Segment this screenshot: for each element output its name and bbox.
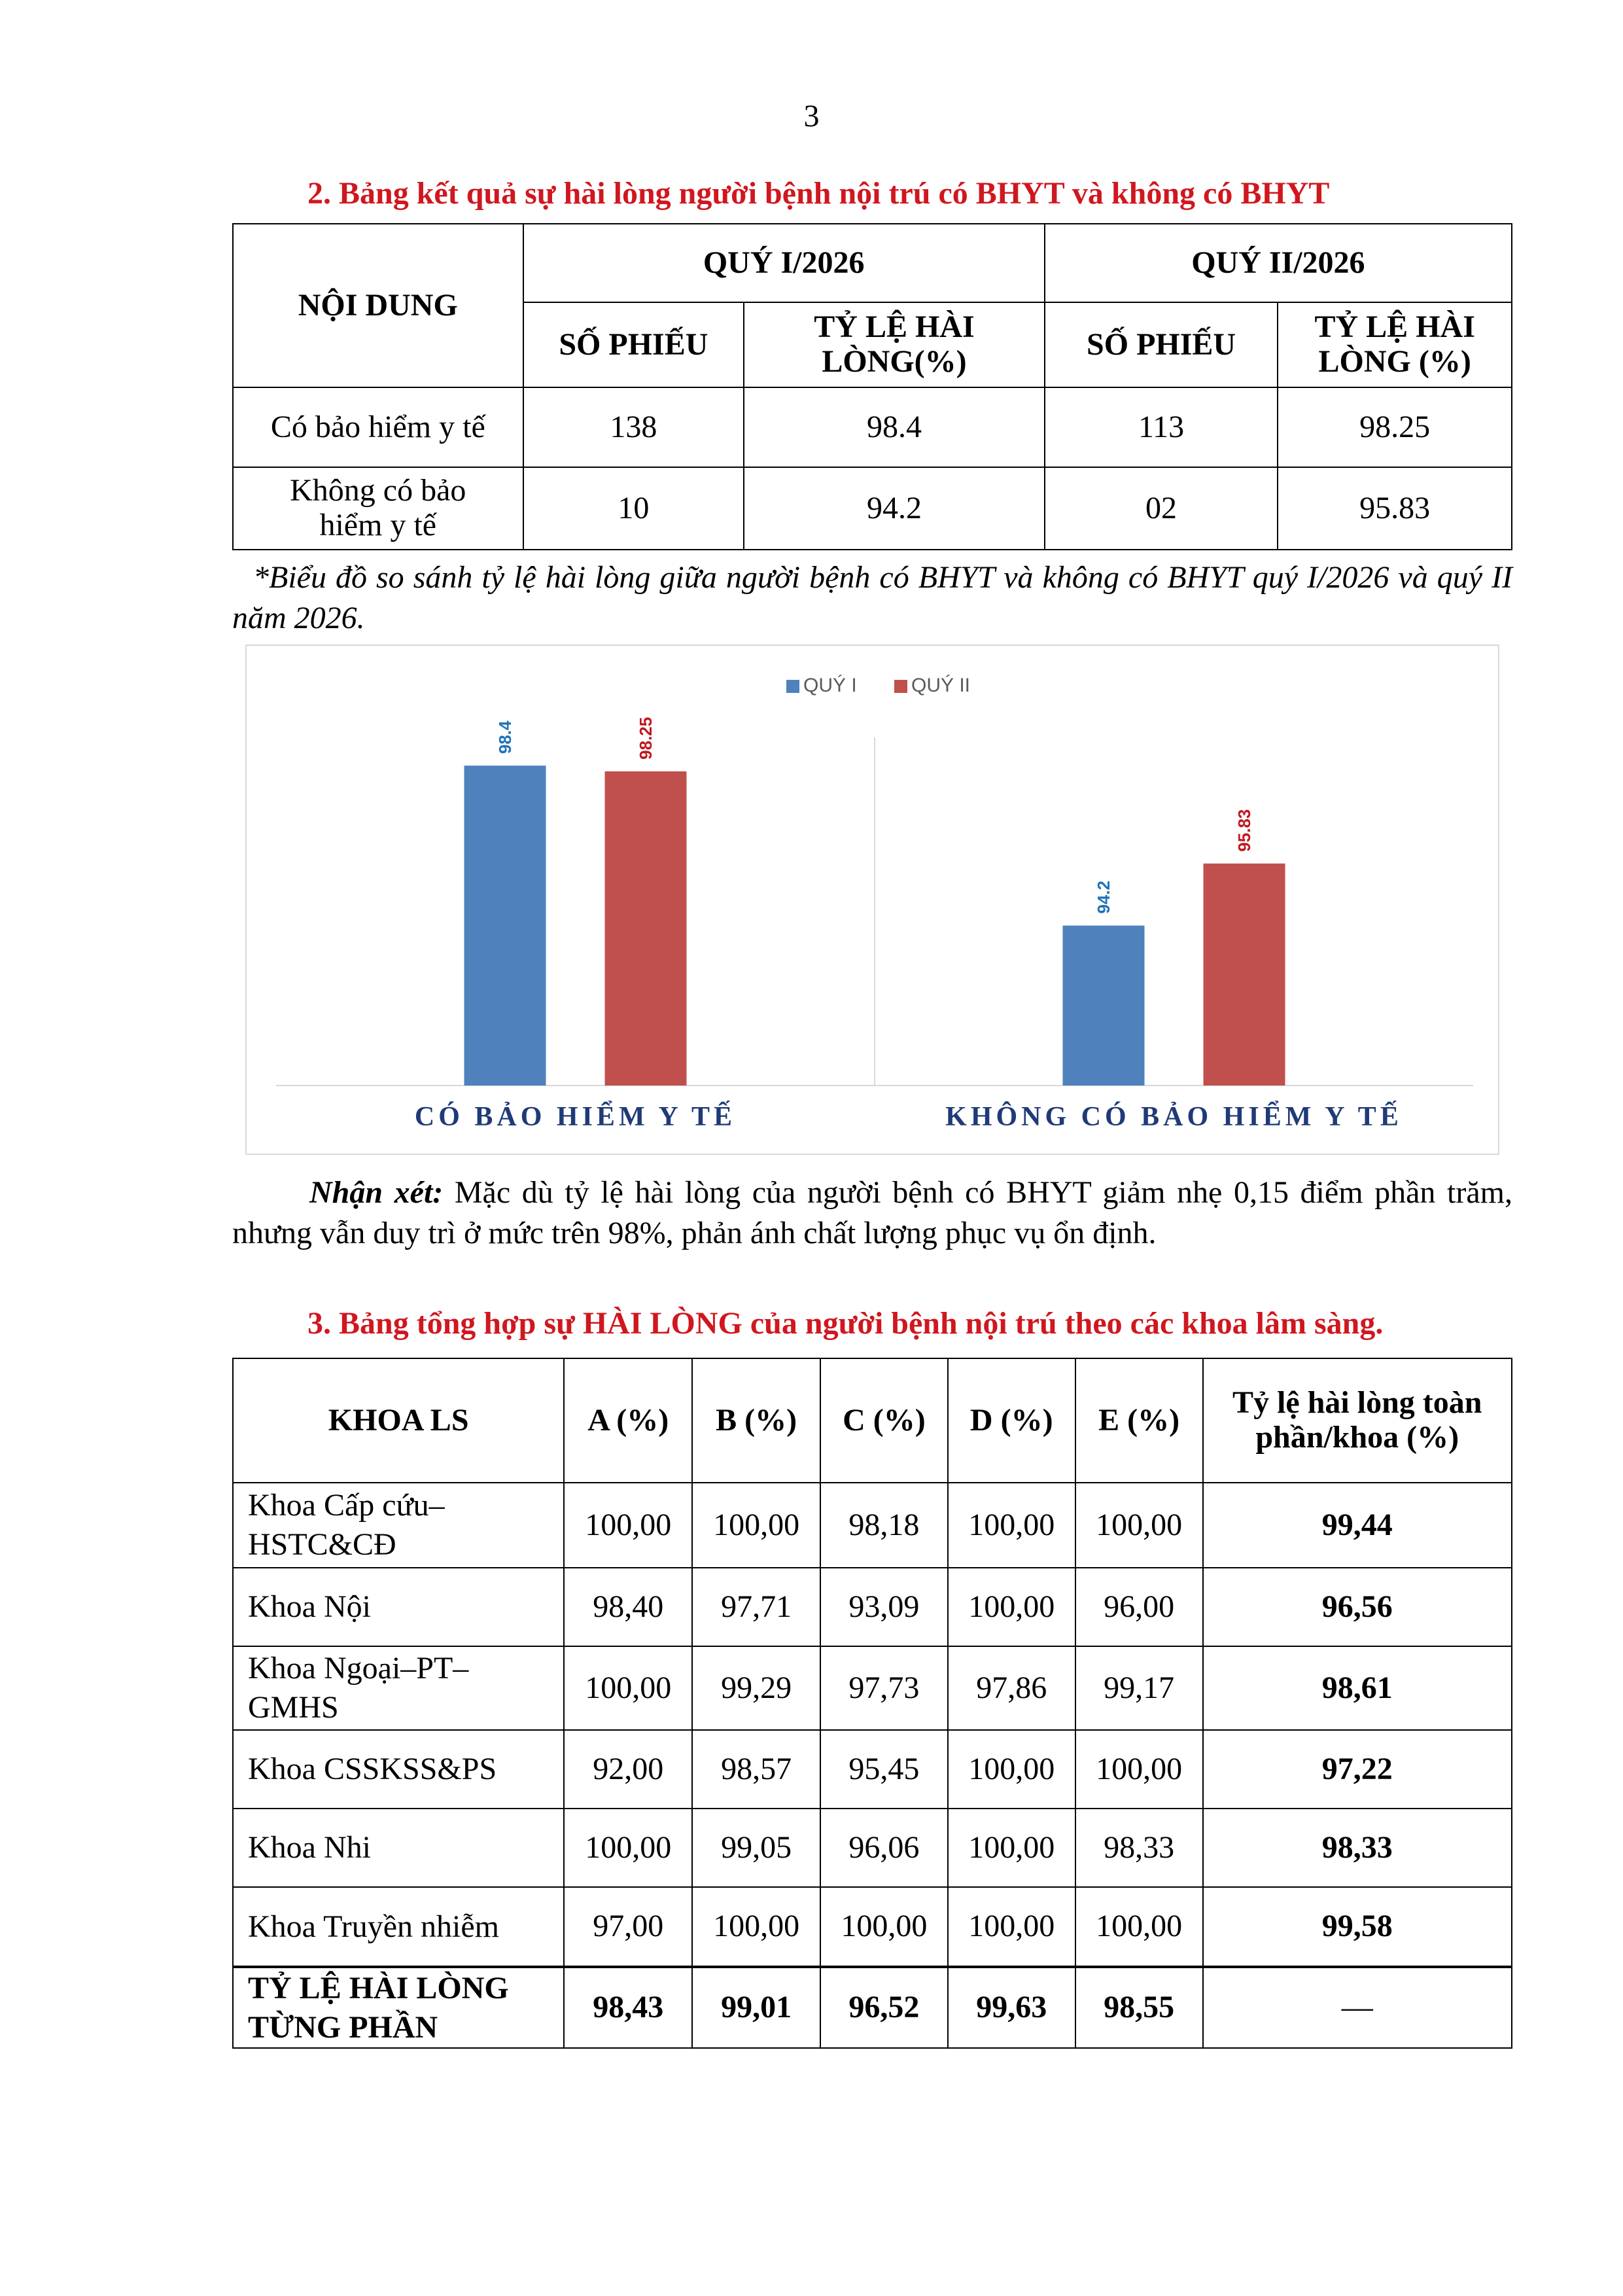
- cell-d: 100,00: [948, 1887, 1075, 1967]
- total-e: 98,55: [1075, 1967, 1203, 2048]
- section-2-title: 2. Bảng kết quả sự hài lòng người bệnh nội trú có BHYT và không có BHYT: [307, 176, 1330, 211]
- cell-a: 100,00: [564, 1809, 692, 1887]
- cell-e: 100,00: [1075, 1887, 1203, 1967]
- header-d: D (%): [948, 1358, 1075, 1483]
- cell-b: 99,05: [692, 1809, 820, 1887]
- data-label-2-2: 95.83: [1234, 809, 1254, 852]
- cell-a: 100,00: [564, 1646, 692, 1730]
- data-label-1-2: 94.2: [1094, 880, 1113, 914]
- cell-c: 100,00: [820, 1887, 948, 1967]
- legend-label-2: QUÝ II: [911, 675, 971, 696]
- total-c: 96,52: [820, 1967, 948, 2048]
- legend-swatch-1: [786, 680, 799, 693]
- row-label: Có bảo hiểm y tế: [233, 387, 523, 467]
- q1-votes: 138: [523, 387, 744, 467]
- header-e: E (%): [1075, 1358, 1203, 1483]
- cell-b: 100,00: [692, 1483, 820, 1568]
- q1-rate: 98.4: [744, 387, 1045, 467]
- header-rate-q1: TỶ LỆ HÀI LÒNG(%): [744, 302, 1045, 387]
- header-quarter-2: QUÝ II/2026: [1045, 224, 1512, 302]
- satisfaction-bar-chart: [245, 645, 1499, 1155]
- table-row: [233, 1730, 1512, 1809]
- cell-c: 98,18: [820, 1483, 948, 1568]
- department-satisfaction-table: [232, 1358, 1512, 2049]
- header-department: KHOA LS: [233, 1358, 564, 1483]
- cell-e: 96,00: [1075, 1568, 1203, 1646]
- data-label-2-1: 98.25: [636, 716, 655, 760]
- table-row: [233, 467, 1512, 550]
- table-row: [233, 1809, 1512, 1887]
- remark-label: Nhận xét:: [309, 1175, 444, 1210]
- header-c: C (%): [820, 1358, 948, 1483]
- cell-department: Khoa Nhi: [233, 1809, 564, 1887]
- cell-d: 97,86: [948, 1646, 1075, 1730]
- cell-a: 100,00: [564, 1483, 692, 1568]
- table-row: [233, 1646, 1512, 1730]
- q2-rate: 98.25: [1278, 387, 1512, 467]
- cell-a: 97,00: [564, 1887, 692, 1967]
- table-row: [233, 387, 1512, 467]
- header-overall: Tỷ lệ hài lòng toàn phần/khoa (%): [1203, 1358, 1512, 1483]
- cell-department: Khoa Nội: [233, 1568, 564, 1646]
- header-content: NỘI DUNG: [233, 224, 523, 387]
- cell-b: 100,00: [692, 1887, 820, 1967]
- header-votes-q2: SỐ PHIẾU: [1045, 302, 1278, 387]
- cell-department: Khoa Ngoại–PT–GMHS: [233, 1646, 564, 1730]
- cell-department: Khoa Cấp cứu–HSTC&CĐ: [233, 1483, 564, 1568]
- cell-overall: 97,22: [1203, 1730, 1512, 1809]
- header-quarter-1: QUÝ I/2026: [523, 224, 1045, 302]
- header-rate-q2: TỶ LỆ HÀI LÒNG (%): [1278, 302, 1512, 387]
- cell-c: 97,73: [820, 1646, 948, 1730]
- cell-d: 100,00: [948, 1483, 1075, 1568]
- q2-rate: 95.83: [1278, 467, 1512, 550]
- cell-overall: 96,56: [1203, 1568, 1512, 1646]
- q1-rate: 94.2: [744, 467, 1045, 550]
- bar-2-2: [1204, 864, 1285, 1086]
- cell-d: 100,00: [948, 1809, 1075, 1887]
- cell-c: 96,06: [820, 1809, 948, 1887]
- insurance-satisfaction-table: [232, 223, 1512, 550]
- total-a: 98,43: [564, 1967, 692, 2048]
- cell-overall: 98,61: [1203, 1646, 1512, 1730]
- total-overall: —: [1203, 1967, 1512, 2048]
- legend-label-1: QUÝ I: [803, 675, 857, 696]
- cell-department: Khoa Truyền nhiễm: [233, 1887, 564, 1967]
- cell-c: 95,45: [820, 1730, 948, 1809]
- cell-e: 100,00: [1075, 1483, 1203, 1568]
- table-row: [233, 1483, 1512, 1568]
- total-row: [233, 1967, 1512, 2048]
- cell-overall: 99,58: [1203, 1887, 1512, 1967]
- cell-department: Khoa CSSKSS&PS: [233, 1730, 564, 1809]
- chart-caption: *Biểu đồ so sánh tỷ lệ hài lòng giữa người bệnh có BHYT và không có BHYT quý I/2026 và quý II năm 2026.: [232, 560, 1512, 635]
- category-label-1: CÓ BẢO HIỂM Y TẾ: [414, 1102, 737, 1132]
- section-3-title: 3. Bảng tổng hợp sự HÀI LÒNG của người bệnh nội trú theo các khoa lâm sàng.: [307, 1306, 1384, 1341]
- page-number: 3: [803, 99, 820, 133]
- bar-1-2: [1063, 926, 1145, 1086]
- total-d: 99,63: [948, 1967, 1075, 2048]
- header-b: B (%): [692, 1358, 820, 1483]
- cell-b: 99,29: [692, 1646, 820, 1730]
- cell-d: 100,00: [948, 1568, 1075, 1646]
- cell-e: 100,00: [1075, 1730, 1203, 1809]
- cell-overall: 99,44: [1203, 1483, 1512, 1568]
- cell-e: 99,17: [1075, 1646, 1203, 1730]
- cell-b: 97,71: [692, 1568, 820, 1646]
- cell-e: 98,33: [1075, 1809, 1203, 1887]
- cell-c: 93,09: [820, 1568, 948, 1646]
- q2-votes: 113: [1045, 387, 1278, 467]
- cell-b: 98,57: [692, 1730, 820, 1809]
- header-votes-q1: SỐ PHIẾU: [523, 302, 744, 387]
- cell-d: 100,00: [948, 1730, 1075, 1809]
- data-label-1-1: 98.4: [495, 720, 515, 754]
- total-label: TỶ LỆ HÀI LÒNG TỪNG PHẦN: [233, 1967, 564, 2048]
- cell-a: 92,00: [564, 1730, 692, 1809]
- table-row: [233, 1568, 1512, 1646]
- cell-a: 98,40: [564, 1568, 692, 1646]
- header-a: A (%): [564, 1358, 692, 1483]
- row-label: Không có bảo hiểm y tế: [233, 467, 523, 550]
- remark-paragraph: [232, 1173, 1512, 1254]
- table-row: [233, 1887, 1512, 1967]
- bar-1-1: [464, 766, 546, 1086]
- q2-votes: 02: [1045, 467, 1278, 550]
- remark-text: Mặc dù tỷ lệ hài lòng của người bệnh có BHYT giảm nhẹ 0,15 điểm phần trăm, nhưng vẫn duy trì ở mức trên 98%, phản ánh chất lượng phục vụ ổn định.: [232, 1175, 1512, 1250]
- legend-swatch-2: [894, 680, 907, 693]
- cell-overall: 98,33: [1203, 1809, 1512, 1887]
- bar-2-1: [605, 771, 687, 1086]
- q1-votes: 10: [523, 467, 744, 550]
- category-label-2: KHÔNG CÓ BẢO HIỂM Y TẾ: [945, 1102, 1403, 1132]
- total-b: 99,01: [692, 1967, 820, 2048]
